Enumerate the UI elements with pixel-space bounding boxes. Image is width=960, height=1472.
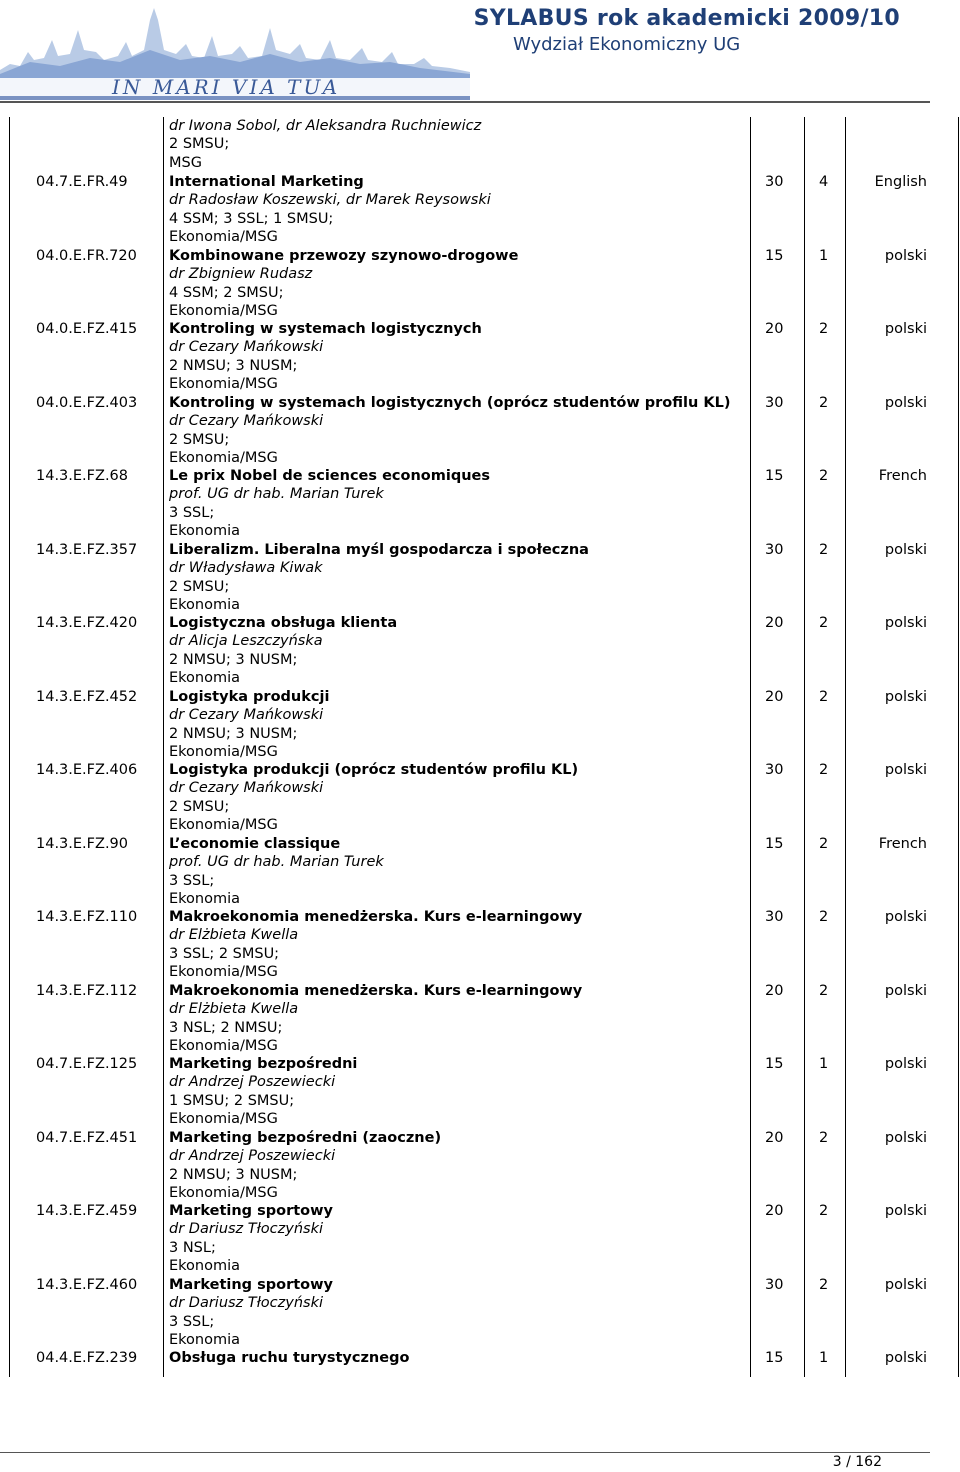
course-title: Marketing bezpośredni (zaoczne): [169, 1130, 442, 1146]
course-title: Kontroling w systemach logistycznych (oprócz studentów profilu KL): [169, 395, 731, 411]
course-groups: 1 SMSU; 2 SMSU;: [169, 1092, 295, 1109]
course-language: polski: [884, 1203, 927, 1219]
course-program: MSG: [169, 154, 202, 171]
course-program: Ekonomia: [169, 890, 241, 907]
logo-motto: IN MARI VIA TUA: [112, 75, 341, 99]
course-title: Kombinowane przewozy szynowo-drogowe: [169, 248, 519, 264]
course-groups: 3 NSL; 2 NMSU;: [169, 1019, 283, 1036]
course-program: Ekonomia: [169, 1257, 241, 1274]
course-title: International Marketing: [169, 174, 364, 190]
course-description: [169, 982, 582, 1055]
course-description: [169, 1202, 333, 1275]
course-ects: 2: [819, 321, 829, 337]
course-description: [169, 835, 384, 908]
course-language: polski: [884, 1277, 927, 1293]
course-code: 14.3.E.FZ.112: [36, 983, 138, 999]
course-lecturer: dr Dariusz Tłoczyński: [169, 1221, 324, 1238]
course-table: [0, 117, 960, 1377]
course-code: 04.0.E.FZ.415: [36, 321, 138, 337]
course-ects: 1: [819, 1350, 829, 1366]
course-code: 14.3.E.FZ.460: [36, 1277, 138, 1293]
course-hours: 20: [765, 321, 784, 337]
course-program: Ekonomia/MSG: [169, 963, 278, 980]
course-description: [169, 320, 482, 393]
course-groups: 2 SMSU;: [169, 578, 230, 595]
course-title: Marketing bezpośredni: [169, 1056, 358, 1072]
course-description: [169, 1055, 357, 1128]
course-hours: 30: [765, 762, 784, 778]
course-groups: 2 NMSU; 3 NUSM;: [169, 725, 298, 742]
course-program: Ekonomia/MSG: [169, 302, 278, 319]
page-number: 3 / 162: [832, 1454, 882, 1470]
course-lecturer: dr Dariusz Tłoczyński: [169, 1295, 324, 1312]
course-language: polski: [884, 1130, 927, 1146]
course-language: French: [878, 836, 927, 852]
course-lecturer: dr Elżbieta Kwella: [169, 1001, 299, 1018]
course-program: Ekonomia: [169, 596, 241, 613]
course-description: [169, 117, 481, 172]
course-hours: 20: [765, 689, 784, 705]
course-program: Ekonomia/MSG: [169, 1184, 278, 1201]
course-code: 04.7.E.FR.49: [36, 174, 128, 190]
page-header: [0, 0, 960, 104]
course-hours: 30: [765, 909, 784, 925]
course-hours: 20: [765, 1203, 784, 1219]
course-groups: 2 SMSU;: [169, 798, 230, 815]
course-hours: 15: [765, 1350, 784, 1366]
course-groups: 2 NMSU; 3 NUSM;: [169, 651, 298, 668]
course-description: [169, 173, 491, 246]
course-language: polski: [884, 542, 927, 558]
table-column-divider: [804, 117, 805, 1377]
course-code: 04.0.E.FR.720: [36, 248, 137, 264]
course-ects: 2: [819, 1130, 829, 1146]
course-title: Le prix Nobel de sciences economiques: [169, 468, 490, 484]
course-hours: 20: [765, 615, 784, 631]
course-language: polski: [884, 689, 927, 705]
course-code: 14.3.E.FZ.357: [36, 542, 138, 558]
footer-divider: [0, 1452, 930, 1453]
course-code: 14.3.E.FZ.452: [36, 689, 138, 705]
course-language: polski: [884, 615, 927, 631]
table-column-divider: [845, 117, 846, 1377]
course-code: 14.3.E.FZ.90: [36, 836, 128, 852]
course-description: [169, 1276, 333, 1349]
course-title: Liberalizm. Liberalna myśl gospodarcza i społeczna: [169, 542, 589, 558]
course-groups: 2 SMSU;: [169, 431, 230, 448]
course-title: Marketing sportowy: [169, 1277, 333, 1293]
course-lecturer: dr Elżbieta Kwella: [169, 927, 299, 944]
table-column-divider: [163, 117, 164, 1377]
course-ects: 2: [819, 909, 829, 925]
course-ects: 2: [819, 762, 829, 778]
course-code: 14.3.E.FZ.68: [36, 468, 128, 484]
course-groups: 4 SSM; 2 SMSU;: [169, 284, 284, 301]
course-ects: 1: [819, 248, 829, 264]
course-description: [169, 1129, 441, 1202]
course-groups: 2 SMSU;: [169, 136, 230, 153]
course-lecturer: dr Radosław Koszewski, dr Marek Reysowski: [169, 192, 491, 209]
course-groups: 3 SSL;: [169, 872, 215, 889]
course-hours: 15: [765, 468, 784, 484]
course-lecturer: dr Iwona Sobol, dr Aleksandra Ruchniewicz: [169, 118, 482, 134]
course-language: polski: [884, 1056, 927, 1072]
course-code: 04.4.E.FZ.239: [36, 1350, 138, 1366]
course-ects: 2: [819, 468, 829, 484]
course-program: Ekonomia: [169, 522, 241, 539]
course-program: Ekonomia/MSG: [169, 1110, 278, 1127]
course-groups: 2 NMSU; 3 NUSM;: [169, 357, 298, 374]
course-hours: 20: [765, 983, 784, 999]
course-program: Ekonomia/MSG: [169, 1037, 278, 1054]
header-divider: [0, 101, 930, 103]
course-code: 04.7.E.FZ.125: [36, 1056, 138, 1072]
course-description: [169, 247, 518, 320]
table-column-divider: [750, 117, 751, 1377]
course-title: Logistyka produkcji (oprócz studentów profilu KL): [169, 762, 579, 778]
course-code: 14.3.E.FZ.110: [36, 909, 138, 925]
course-program: Ekonomia/MSG: [169, 375, 278, 392]
course-hours: 30: [765, 395, 784, 411]
course-language: polski: [884, 909, 927, 925]
course-groups: 2 NMSU; 3 NUSM;: [169, 1166, 298, 1183]
course-hours: 15: [765, 1056, 784, 1072]
document-title: SYLABUS rok akademicki 2009/10: [473, 6, 900, 31]
course-code: 04.0.E.FZ.403: [36, 395, 138, 411]
course-program: Ekonomia: [169, 1331, 241, 1348]
course-groups: 3 SSL;: [169, 504, 215, 521]
course-program: Ekonomia/MSG: [169, 816, 278, 833]
course-code: 14.3.E.FZ.406: [36, 762, 138, 778]
course-title: Makroekonomia menedżerska. Kurs e-learningowy: [169, 909, 583, 925]
course-hours: 15: [765, 836, 784, 852]
course-lecturer: dr Cezary Mańkowski: [169, 339, 324, 356]
course-code: 04.7.E.FZ.451: [36, 1130, 138, 1146]
course-hours: 15: [765, 248, 784, 264]
course-description: [169, 908, 582, 981]
course-hours: 30: [765, 1277, 784, 1293]
course-title: Logistyczna obsługa klienta: [169, 615, 398, 631]
course-lecturer: dr Cezary Mańkowski: [169, 413, 324, 430]
course-lecturer: dr Andrzej Poszewiecki: [169, 1148, 336, 1165]
course-lecturer: dr Cezary Mańkowski: [169, 780, 324, 797]
course-description: [169, 1349, 409, 1367]
course-ects: 2: [819, 1277, 829, 1293]
course-lecturer: prof. UG dr hab. Marian Turek: [169, 486, 384, 503]
course-ects: 2: [819, 615, 829, 631]
course-description: [169, 467, 490, 540]
course-language: polski: [884, 321, 927, 337]
course-hours: 20: [765, 1130, 784, 1146]
course-description: [169, 761, 578, 834]
course-language: polski: [884, 1350, 927, 1366]
course-ects: 2: [819, 542, 829, 558]
course-code: 14.3.E.FZ.420: [36, 615, 138, 631]
course-description: [169, 394, 730, 467]
course-language: polski: [884, 983, 927, 999]
course-lecturer: prof. UG dr hab. Marian Turek: [169, 854, 384, 871]
course-lecturer: dr Władysława Kiwak: [169, 560, 323, 577]
course-ects: 2: [819, 689, 829, 705]
course-description: [169, 688, 329, 761]
course-title: Obsługa ruchu turystycznego: [169, 1350, 410, 1366]
course-ects: 2: [819, 836, 829, 852]
course-title: Logistyka produkcji: [169, 689, 330, 705]
course-code: 14.3.E.FZ.459: [36, 1203, 138, 1219]
course-program: Ekonomia/MSG: [169, 228, 278, 245]
course-lecturer: dr Andrzej Poszewiecki: [169, 1074, 336, 1091]
course-description: [169, 614, 397, 687]
course-language: French: [878, 468, 927, 484]
course-lecturer: dr Alicja Leszczyńska: [169, 633, 323, 650]
table-column-divider: [958, 117, 959, 1377]
faculty-name: Wydział Ekonomiczny UG: [513, 34, 741, 55]
city-skyline-logo: [0, 0, 470, 100]
course-program: Ekonomia: [169, 669, 241, 686]
course-title: L’economie classique: [169, 836, 341, 852]
course-program: Ekonomia/MSG: [169, 449, 278, 466]
course-groups: 3 SSL;: [169, 1313, 215, 1330]
table-column-divider: [9, 117, 10, 1377]
course-lecturer: dr Cezary Mańkowski: [169, 707, 324, 724]
course-ects: 1: [819, 1056, 829, 1072]
course-hours: 30: [765, 174, 784, 190]
course-language: polski: [884, 762, 927, 778]
course-language: English: [874, 174, 927, 190]
course-language: polski: [884, 395, 927, 411]
course-lecturer: dr Zbigniew Rudasz: [169, 266, 313, 283]
course-ects: 2: [819, 1203, 829, 1219]
course-title: Marketing sportowy: [169, 1203, 333, 1219]
course-ects: 2: [819, 395, 829, 411]
course-title: Kontroling w systemach logistycznych: [169, 321, 482, 337]
course-hours: 30: [765, 542, 784, 558]
course-ects: 4: [819, 174, 829, 190]
course-groups: 4 SSM; 3 SSL; 1 SMSU;: [169, 210, 334, 227]
course-groups: 3 NSL;: [169, 1239, 216, 1256]
course-ects: 2: [819, 983, 829, 999]
course-program: Ekonomia/MSG: [169, 743, 278, 760]
course-language: polski: [884, 248, 927, 264]
course-title: Makroekonomia menedżerska. Kurs e-learningowy: [169, 983, 583, 999]
course-groups: 3 SSL; 2 SMSU;: [169, 945, 280, 962]
course-description: [169, 541, 589, 614]
